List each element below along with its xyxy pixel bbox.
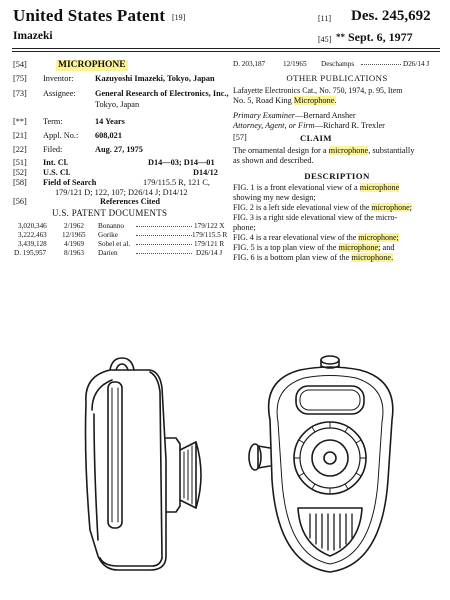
- fig1-line-2: showing my new design;: [233, 193, 316, 202]
- ref-19: [19]: [172, 13, 186, 22]
- refs-title: References Cited: [100, 197, 160, 206]
- ref-name: Darien: [98, 249, 118, 257]
- reference-row: [14, 249, 228, 258]
- ref-class: 179/122 X: [194, 222, 225, 230]
- ref-leader: [361, 64, 401, 65]
- ref-number: 3,020,346: [18, 222, 47, 230]
- ref-date: 12/1965: [283, 60, 307, 68]
- ref-name: Bonanno: [98, 222, 124, 230]
- uscl-code: [52]: [13, 168, 27, 177]
- field-term-code: [**]: [13, 117, 27, 126]
- highlight-microphone: microphone: [328, 146, 369, 155]
- field-inventor: [13, 74, 238, 85]
- attorney-label: Attorney, Agent, or Firm: [233, 121, 315, 130]
- claim-line-1: [233, 146, 441, 157]
- other-pubs-text: No. 5, Road King: [233, 96, 294, 105]
- header-rule-1: [12, 48, 440, 49]
- ref-class: 179/121 R: [194, 240, 225, 248]
- other-pubs-line-1: Lafayette Electronics Cat., No. 750, 1974, p. 95, Item: [233, 86, 403, 95]
- field-appl-no: [13, 131, 238, 142]
- field-term-value: 14 Years: [95, 117, 125, 126]
- refs-code: [56]: [13, 197, 27, 206]
- field-term: [13, 117, 238, 128]
- fig-text: and: [380, 243, 395, 252]
- fig-text: FIG. 1 is a front elevational view of a: [233, 183, 360, 192]
- ref-date: 2/1962: [64, 222, 84, 230]
- ref-45: [45]: [318, 35, 332, 44]
- patent-office-title: United States Patent: [13, 6, 166, 25]
- attorney-value: —Richard R. Trexler: [314, 121, 385, 130]
- highlight-microphone: microphone;: [371, 203, 412, 212]
- field-appl-label: Appl. No.:: [43, 131, 79, 140]
- field-assignee-label: Assignee:: [43, 89, 76, 98]
- field-assignee-value-2: Tokyo, Japan: [95, 99, 140, 109]
- field-appl-code: [21]: [13, 131, 27, 140]
- ref-name: Deschamps: [321, 60, 355, 68]
- field-term-label: Term:: [43, 117, 63, 126]
- fig6-line: [233, 253, 441, 264]
- ref-number: 3,222,463: [18, 231, 47, 239]
- intcl-value: D14—03; D14—01: [148, 158, 215, 167]
- field-assignee-code: [73]: [13, 89, 27, 98]
- ref-name: Sobel et al.: [98, 240, 131, 248]
- fig3-line-1: FIG. 3 is a right side elevational view of the micro-: [233, 213, 398, 222]
- intcl-code: [51]: [13, 158, 27, 167]
- highlight-microphone: microphone;: [338, 243, 381, 252]
- side-ptt-bar: [108, 382, 122, 528]
- us-patent-documents-heading: U.S. PATENT DOCUMENTS: [52, 208, 168, 218]
- microphone-side-view: [86, 358, 202, 570]
- front-dial: [294, 422, 366, 494]
- field-filed-value: Aug. 27, 1975: [95, 145, 143, 154]
- reference-row: [18, 231, 228, 240]
- examiner-value: —Bernard Ansher: [294, 111, 356, 120]
- highlight-microphone: Microphone.: [293, 96, 337, 105]
- field-title: [13, 60, 233, 72]
- highlight-microphone: microphone.: [351, 253, 394, 262]
- ref-leader: [136, 226, 192, 227]
- claim-code: [57]: [233, 133, 247, 142]
- ref-class: 179/115.5 R: [192, 231, 228, 239]
- header-rule-2: [12, 51, 440, 52]
- fig-text: FIG. 5 is a top plan view of the: [233, 243, 339, 252]
- reference-row: [18, 222, 228, 231]
- ref-date: 4/1969: [64, 240, 84, 248]
- front-body-outline: [269, 367, 393, 572]
- field-filed-label: Filed:: [43, 145, 63, 154]
- microphone-front-view: [249, 356, 393, 572]
- description-heading: DESCRIPTION: [304, 171, 370, 181]
- search-label: Field of Search: [43, 178, 97, 187]
- ref-class: D26/14 J: [196, 249, 223, 257]
- other-pubs-line-2: [233, 96, 441, 107]
- ref-number: 3,439,128: [18, 240, 47, 248]
- field-inventor-label: Inventor:: [43, 74, 74, 83]
- search-code: [58]: [13, 178, 27, 187]
- ref-number: D. 203,187: [233, 60, 266, 68]
- claim-line-2: as shown and described.: [233, 156, 314, 165]
- attorney: [233, 121, 441, 132]
- ref-leader: [136, 235, 192, 236]
- highlight-microphone: microphone: [359, 183, 400, 192]
- fig5-line: [233, 243, 441, 254]
- highlight-microphone: microphone;: [358, 233, 399, 242]
- fig-text: FIG. 2 is a left side elevational view of the: [233, 203, 372, 212]
- uscl-value: D14/12: [193, 168, 218, 177]
- field-appl-value: 608,021: [95, 131, 122, 140]
- ref-leader: [136, 244, 192, 245]
- fig-text: FIG. 4 is a rear elevational view of the: [233, 233, 359, 242]
- claim-heading: CLAIM: [300, 133, 332, 143]
- patent-drawings: [0, 330, 450, 600]
- other-publications-heading: OTHER PUBLICATIONS: [286, 73, 388, 83]
- front-top-button: [321, 356, 339, 364]
- field-inventor-code: [75]: [13, 74, 27, 83]
- ref-leader: [136, 253, 192, 254]
- fig1-line-1: [233, 183, 441, 194]
- claim-text: , substantially: [368, 146, 415, 155]
- search-value-1: 179/115.5 R, 121 C,: [143, 178, 210, 187]
- fig3-line-2: phone;: [233, 223, 256, 232]
- field-title-code: [54]: [13, 60, 27, 69]
- search-value-2: 179/121 D; 122, 107; D26/14 J; D14/12: [55, 188, 188, 197]
- ref-name: Gorike: [98, 231, 118, 239]
- reference-row: [18, 240, 228, 249]
- patent-date: Sept. 6, 1977: [348, 30, 413, 44]
- ref-date: 8/1963: [64, 249, 84, 257]
- field-assignee: [13, 89, 238, 111]
- ref-number: D. 195,957: [14, 249, 47, 257]
- side-knob-base: [166, 438, 180, 512]
- fig4-line: [233, 233, 441, 244]
- primary-examiner: [233, 111, 441, 122]
- field-title-value: MICROPHONE: [58, 60, 126, 70]
- header-inventor: Imazeki: [13, 30, 53, 42]
- examiner-label: Primary Examiner: [233, 111, 295, 120]
- intcl-label: Int. Cl.: [43, 158, 69, 167]
- fig-text: FIG. 6 is a bottom plan view of the: [233, 253, 352, 262]
- ref-class: D26/14 J: [403, 60, 430, 68]
- front-grille-slots: [310, 514, 352, 550]
- ref-11: [11]: [318, 14, 332, 23]
- claim-text: The ornamental design for a: [233, 146, 329, 155]
- ref-date: 12/1965: [62, 231, 86, 239]
- field-inventor-value: Kazuyoshi Imazeki, Tokyo, Japan: [95, 74, 215, 83]
- field-filed: [13, 145, 238, 156]
- uscl-label: U.S. Cl.: [43, 168, 71, 177]
- date-stars: **: [336, 32, 345, 42]
- field-assignee-value-1: General Research of Electronics, Inc.,: [95, 89, 229, 98]
- field-filed-code: [22]: [13, 145, 27, 154]
- patent-number: Des. 245,692: [351, 8, 431, 24]
- right-reference-row: [233, 60, 441, 69]
- fig2-line: [233, 203, 441, 214]
